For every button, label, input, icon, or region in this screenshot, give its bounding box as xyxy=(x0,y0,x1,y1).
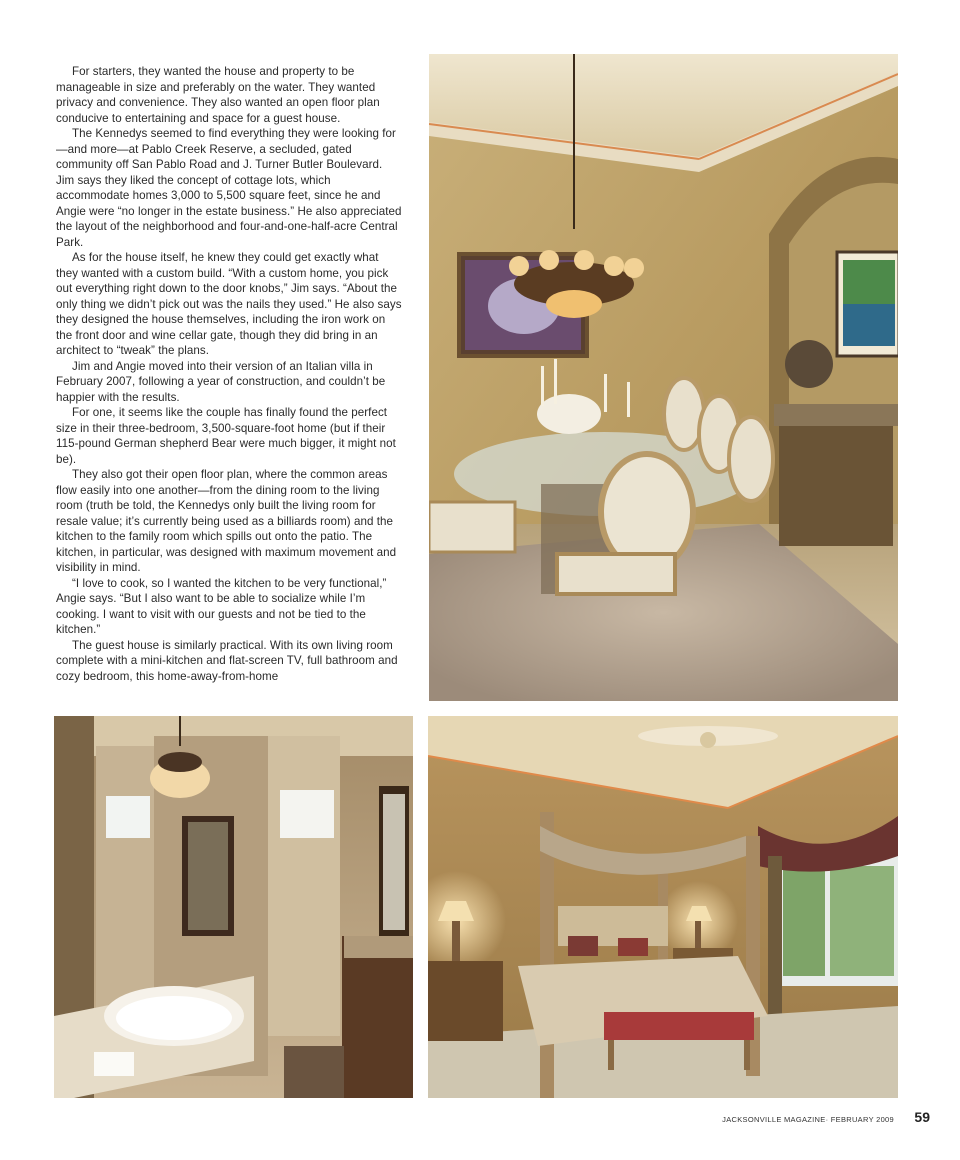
footer-credit: JACKSONVILLE MAGAZINE· FEBRUARY 2009 xyxy=(722,1115,894,1124)
bedroom-photo xyxy=(428,716,898,1098)
paragraph: The Kennedys seemed to find everything they were looking for—and more—at Pablo Creek Reserve, a secluded, gated community off San Pablo Road and J. Turner Butler Boulevard. Jim says they liked the concept of cottage lots, which accommodate homes 3,000 to 5,500 square feet, since he and Angie were “no longer in the estate business.” He also appreciated the layout of the neighborhood and four-and-one-half-acre Central Park. xyxy=(56,127,402,249)
article-body xyxy=(56,64,402,684)
page-number: 59 xyxy=(914,1109,930,1125)
paragraph: They also got their open floor plan, where the common areas flow easily into one another—from the dining room to the living room (truth be told, the Kennedys only built the living room for resale value; it’s currently being used as a billiards room) and the kitchen to the family room which spills out onto the patio. The kitchen, in particular, was designed with maximum movement and visibility in mind. xyxy=(56,468,397,574)
dining-room-photo xyxy=(429,54,898,701)
paragraph: The guest house is similarly practical. With its own living room complete with a mini-kitchen and flat-screen TV, full bathroom and cozy bedroom, this home-away-from-home xyxy=(56,638,398,683)
bathroom-photo xyxy=(54,716,413,1098)
paragraph: Jim and Angie moved into their version of an Italian villa in February 2007, following a year of construction, and couldn’t be happier with the results. xyxy=(56,359,386,404)
paragraph: As for the house itself, he knew they could get exactly what they wanted with a custom build. “With a custom home, you pick out everything right down to the door knobs,” Jim says. “About the only thing we didn’t pick out was the nails they used.” He also says they designed the house themselves, including the iron work on the front door and wine cellar gate, though they did bring in an architect to “tweak” the plans. xyxy=(56,251,402,357)
paragraph: For starters, they wanted the house and property to be manageable in size and preferably on the water. They wanted privacy and convenience. They also wanted an open floor plan conducive to entertaining and space for a guest house. xyxy=(56,65,380,125)
paragraph: “I love to cook, so I wanted the kitchen to be very functional,” Angie says. “But I also want to be able to socialize while I’m cooking. I want to visit with our guests and not be tied to the kitchen.” xyxy=(56,576,387,636)
paragraph: For one, it seems like the couple has finally found the perfect size in their three-bedroom, 3,500-square-foot home (but if their 115-pound German shepherd Bear were much bigger, it might not be). xyxy=(56,406,396,466)
